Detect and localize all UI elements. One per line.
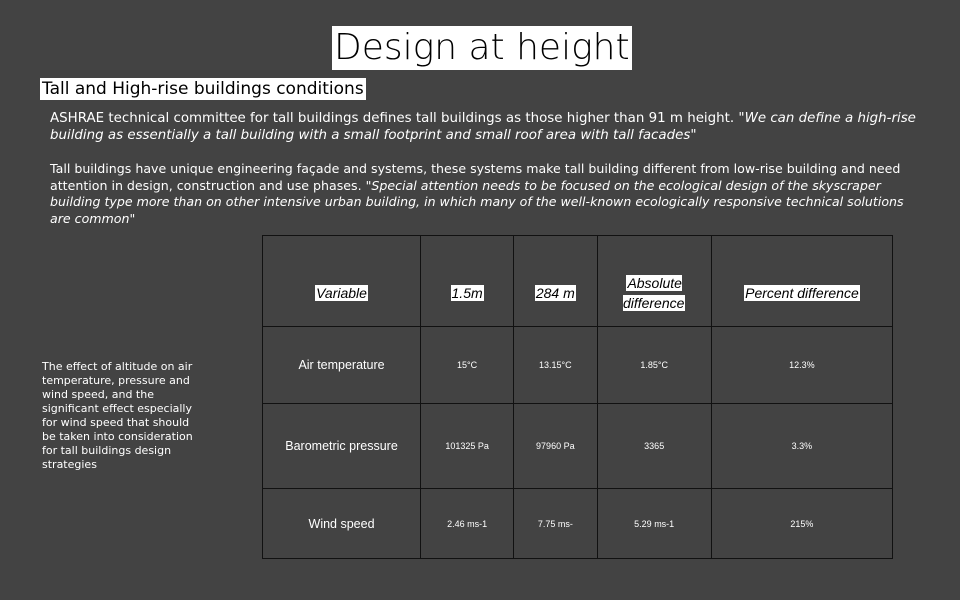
- header-1-5m: 1.5m: [451, 284, 483, 301]
- header-absolute-difference: Absolute difference: [622, 274, 685, 311]
- paragraph2-quote: Special attention needs to be focused on the ecological design of the skyscraper building type more than on other intensive urban building, in which many of the well-known ecologically responsive technical solutions are common: [50, 177, 904, 226]
- cell-barometric-pressure-absolute: 3365: [597, 404, 711, 489]
- table-header-row: [263, 236, 893, 327]
- slide-title: Design at height: [334, 27, 630, 68]
- header-cell-absolute-difference: [597, 236, 711, 327]
- paragraph1-plain: ASHRAE technical committee for tall buildings defines tall buildings as those higher than 91 m height. ": [50, 111, 745, 126]
- cell-wind-speed-1-5m: 2.46 ms-1: [421, 489, 514, 559]
- row-label-air-temperature: Air temperature: [263, 327, 421, 404]
- header-cell-variable: [263, 236, 421, 327]
- header-cell-percent-difference: [711, 236, 892, 327]
- cell-wind-speed-absolute: 5.29 ms-1: [597, 489, 711, 559]
- cell-air-temperature-percent: 12.3%: [711, 327, 892, 404]
- cell-barometric-pressure-284m: 97960 Pa: [514, 404, 597, 489]
- cell-air-temperature-absolute: 1.85°C: [597, 327, 711, 404]
- table-row: [263, 404, 893, 489]
- cell-wind-speed-percent: 215%: [711, 489, 892, 559]
- paragraph1-quote: We can define a high-rise building as essentially a tall building with a small footprint and small roof area with tall facades: [50, 111, 916, 143]
- paragraph-ashrae-definition: [50, 110, 920, 144]
- row-label-barometric-pressure: Barometric pressure: [263, 404, 421, 489]
- paragraph1-end: ": [690, 128, 697, 143]
- header-cell-284m: [514, 236, 597, 327]
- header-cell-1-5m: [421, 236, 514, 327]
- paragraph2-end: ": [129, 210, 136, 226]
- header-284m: 284 m: [535, 284, 575, 301]
- row-label-wind-speed: Wind speed: [263, 489, 421, 559]
- cell-wind-speed-284m: 7.75 ms-: [514, 489, 597, 559]
- cell-barometric-pressure-percent: 3.3%: [711, 404, 892, 489]
- header-percent-difference: Percent difference: [745, 284, 859, 301]
- header-variable: Variable: [316, 284, 367, 301]
- altitude-comparison-table: [262, 235, 893, 559]
- cell-barometric-pressure-1-5m: 101325 Pa: [421, 404, 514, 489]
- altitude-effect-note: The effect of altitude on air temperature, pressure and wind speed, and the significant effect especially for wind speed that should be taken into consideration for tall buildings design strategies: [42, 360, 193, 471]
- table-row: [263, 489, 893, 559]
- cell-air-temperature-1-5m: 15°C: [421, 327, 514, 404]
- cell-air-temperature-284m: 13.15°C: [514, 327, 597, 404]
- slide-subtitle: Tall and High-rise buildings conditions: [42, 79, 364, 99]
- paragraph-tall-building-systems: [50, 161, 920, 227]
- paragraph2-plain: Tall buildings have unique engineering façade and systems, these systems make tall building different from low-rise building and need attention in design, construction and use phases. ": [50, 161, 901, 193]
- table-row: [263, 327, 893, 404]
